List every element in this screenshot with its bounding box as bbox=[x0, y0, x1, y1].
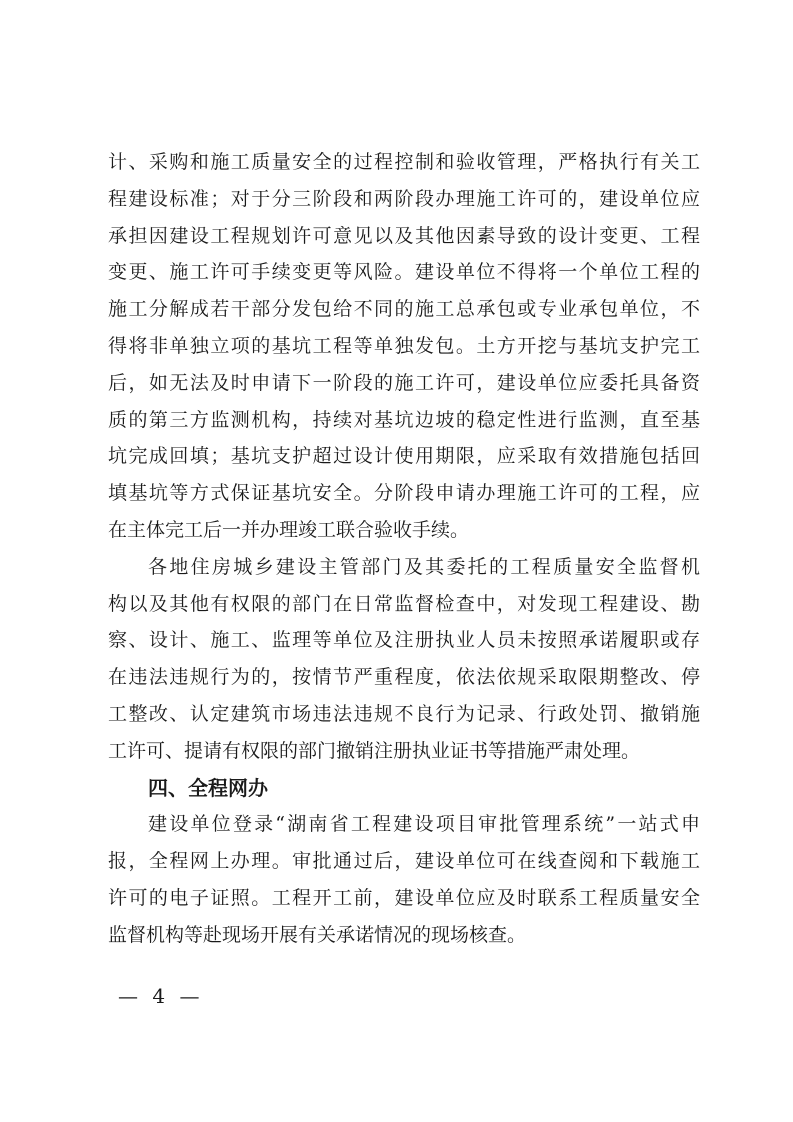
text-line: 许可的电子证照。工程开工前，建设单位应及时联系工程质量安全 bbox=[108, 886, 700, 909]
text-line: 施工分解成若干部分发包给不同的施工总承包或专业承包单位，不 bbox=[108, 298, 700, 321]
text-line: 监督机构等赴现场开展有关承诺情况的现场核查。 bbox=[108, 923, 527, 946]
text-line: 计、采购和施工质量安全的过程控制和验收管理，严格执行有关工 bbox=[108, 151, 700, 173]
text-line: 察、设计、施工、监理等单位及注册执业人员未按照承诺履职或存 bbox=[108, 629, 700, 652]
text-line: 在主体完工后一并办理竣工联合验收手续。 bbox=[108, 518, 470, 541]
text-line: 承担因建设工程规划许可意见以及其他因素导致的设计变更、工程 bbox=[108, 224, 700, 247]
section-heading: 四、全程网办 bbox=[148, 775, 268, 800]
document-body bbox=[108, 144, 700, 954]
text-line: 变更、施工许可手续变更等风险。建设单位不得将一个单位工程的 bbox=[108, 261, 700, 284]
text-line: 建设单位登录“湖南省工程建设项目审批管理系统”一站式申 bbox=[148, 813, 700, 836]
text-line: 坑完成回填；基坑支护超过设计使用期限，应采取有效措施包括回 bbox=[108, 445, 700, 468]
paragraph-supervision bbox=[108, 549, 700, 770]
paragraph-online bbox=[108, 806, 700, 953]
text-line: 各地住房城乡建设主管部门及其委托的工程质量安全监督机 bbox=[148, 555, 700, 578]
text-line: 构以及其他有权限的部门在日常监督检查中，对发现工程建设、勘 bbox=[108, 592, 700, 615]
text-line: 工整改、认定建筑市场违法违规不良行为记录、行政处罚、撤销施 bbox=[108, 702, 700, 725]
text-line: 得将非单独立项的基坑工程等单独发包。土方开挖与基坑支护完工 bbox=[108, 334, 700, 357]
text-line: 报，全程网上办理。审批通过后，建设单位可在线查阅和下载施工 bbox=[108, 850, 700, 873]
paragraph-continuation bbox=[108, 144, 700, 549]
text-line: 程建设标准；对于分三阶段和两阶段办理施工许可的，建设单位应 bbox=[108, 187, 700, 210]
text-line: 后，如无法及时申请下一阶段的施工许可，建设单位应委托具备资 bbox=[108, 371, 700, 394]
text-line: 质的第三方监测机构，持续对基坑边坡的稳定性进行监测，直至基 bbox=[108, 408, 700, 431]
text-line: 填基坑等方式保证基坑安全。分阶段申请办理施工许可的工程，应 bbox=[108, 482, 700, 505]
page-number: — 4 — bbox=[118, 984, 204, 1008]
text-line: 工许可、提请有权限的部门撤销注册执业证书等措施严肃处理。 bbox=[108, 739, 641, 762]
text-line: 在违法违规行为的，按情节严重程度，依法依规采取限期整改、停 bbox=[108, 666, 700, 689]
